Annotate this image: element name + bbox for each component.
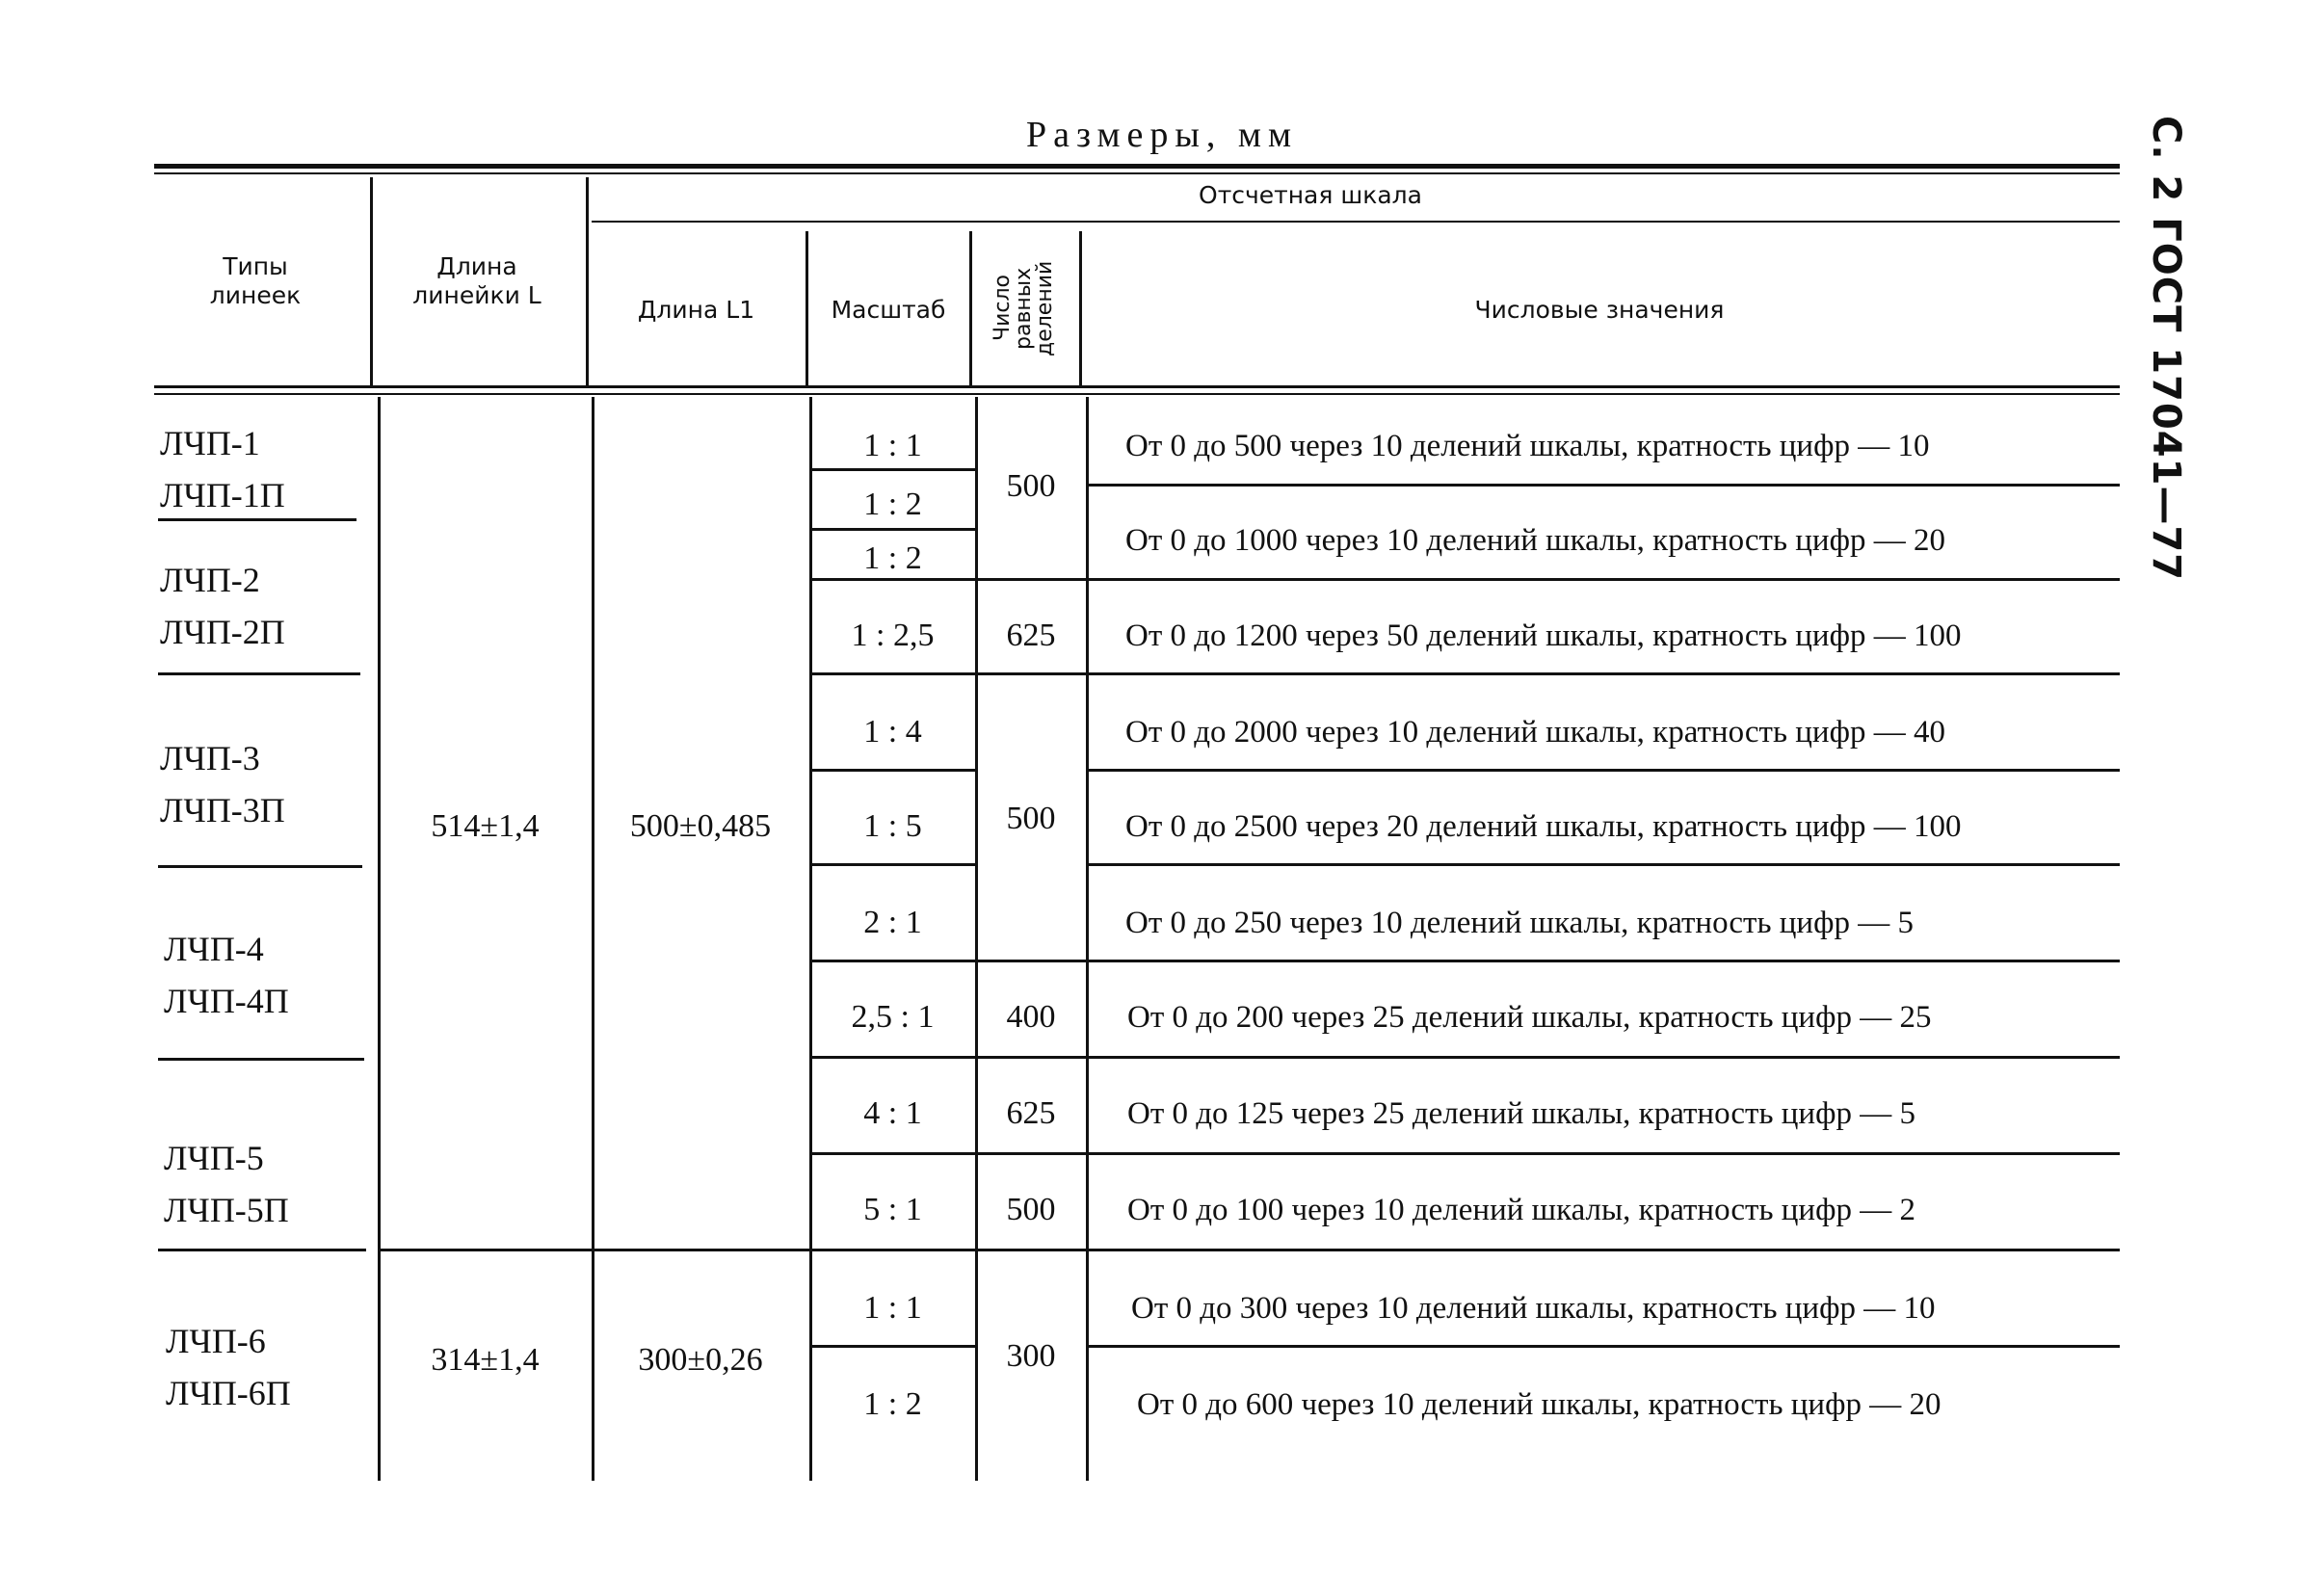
scale-value: 1 : 4	[863, 714, 922, 750]
div-sep-6	[975, 1249, 1086, 1251]
body-sep-2	[592, 397, 594, 1481]
type-name: ЛЧП-2П	[160, 613, 285, 651]
values-text: От 0 до 125 через 25 делений шкалы, кратность цифр — 5	[1127, 1096, 1915, 1131]
type-name: ЛЧП-6П	[166, 1374, 291, 1412]
values-text: От 0 до 100 через 10 делений шкалы, кратность цифр — 2	[1127, 1193, 1915, 1227]
val-sep-8	[1086, 1152, 2120, 1155]
values-text: От 0 до 2500 через 20 делений шкалы, кратность цифр — 100	[1125, 809, 1962, 844]
divisions-value: 400	[1006, 999, 1056, 1035]
body-sep-5	[1086, 397, 1089, 1481]
header-scale-group: Отсчетная шкала	[1199, 181, 1422, 209]
type-name: ЛЧП-5П	[164, 1191, 289, 1229]
length-L1-value: 500±0,485	[629, 808, 772, 844]
length-L-value: 314±1,4	[431, 1342, 540, 1378]
type-sep-3	[158, 865, 362, 868]
values-text: От 0 до 1200 через 50 делений шкалы, кратность цифр — 100	[1125, 618, 1962, 653]
scale-sep-4	[809, 672, 975, 675]
header-values: Числовые значения	[1474, 296, 1725, 324]
type-name: ЛЧП-4П	[164, 982, 289, 1020]
type-name: ЛЧП-5	[164, 1139, 264, 1177]
col-sep-5	[1079, 231, 1082, 385]
header-scale: Масштаб	[831, 296, 946, 324]
group-underline	[592, 221, 2120, 223]
scale-value: 5 : 1	[863, 1192, 922, 1227]
header-length-L: Длина линейки L	[412, 252, 541, 309]
type-sep-4	[158, 1058, 364, 1061]
scale-value: 1 : 1	[863, 1290, 922, 1326]
header-types: Типы линеек	[209, 252, 302, 309]
top-rule-thin	[154, 172, 2120, 174]
divisions-value: 500	[1006, 1192, 1056, 1227]
table-title: Размеры, мм	[1025, 115, 1298, 155]
type-sep-2	[158, 672, 360, 675]
body-sep-4	[975, 397, 978, 1481]
scale-value: 2,5 : 1	[851, 999, 935, 1035]
type-group	[160, 732, 285, 836]
val-sep-5	[1086, 863, 2120, 866]
page-header-gost: С. 2 ГОСТ 17041—77	[2144, 116, 2188, 582]
divisions-value: 500	[1006, 801, 1056, 836]
type-name: ЛЧП-3	[160, 739, 260, 777]
scale-sep-8	[809, 1056, 975, 1059]
div-sep-2	[975, 672, 1086, 675]
values-text: От 0 до 300 через 10 делений шкалы, кратность цифр — 10	[1131, 1291, 1936, 1326]
val-sep-1	[1086, 484, 2120, 487]
values-text: От 0 до 500 через 10 делений шкалы, кратность цифр — 10	[1125, 429, 1930, 463]
scale-value: 2 : 1	[863, 905, 922, 940]
type-group	[166, 1315, 291, 1419]
type-name: ЛЧП-6	[166, 1322, 266, 1360]
scale-sep-10	[809, 1249, 975, 1251]
div-sep-4	[975, 1056, 1086, 1059]
header-length-L1: Длина L1	[637, 296, 755, 324]
header-rule-thin	[154, 393, 2120, 395]
type-name: ЛЧП-4	[164, 930, 264, 968]
scale-sep-2	[809, 528, 975, 531]
type-group	[160, 554, 285, 658]
scale-value: 1 : 2	[863, 540, 922, 576]
values-text: От 0 до 600 через 10 делений шкалы, кратность цифр — 20	[1137, 1387, 1941, 1422]
values-text: От 0 до 1000 через 10 делений шкалы, кратность цифр — 20	[1125, 523, 1945, 558]
body-sep-1	[378, 397, 381, 1481]
top-rule	[154, 164, 2120, 169]
val-sep-7	[1086, 1056, 2120, 1059]
divisions-value: 500	[1006, 468, 1056, 504]
header-divisions: Число равных делений	[990, 260, 1057, 356]
type-group	[164, 1132, 289, 1236]
type-group	[164, 923, 289, 1027]
divisions-value: 300	[1006, 1338, 1056, 1374]
scale-sep-7	[809, 960, 975, 962]
scale-sep-3	[809, 578, 975, 581]
divisions-value: 625	[1006, 618, 1056, 653]
scale-sep-9	[809, 1152, 975, 1155]
values-text: От 0 до 2000 через 10 делений шкалы, кратность цифр — 40	[1125, 715, 1945, 750]
scale-value: 1 : 5	[863, 808, 922, 844]
scale-sep-1	[809, 468, 975, 471]
val-sep-9	[1086, 1249, 2120, 1251]
length-L-value: 514±1,4	[431, 808, 540, 844]
col-sep-4	[969, 231, 972, 385]
col-sep-3	[805, 231, 808, 385]
type-group	[160, 417, 285, 521]
val-sep-4	[1086, 769, 2120, 772]
val-sep-6	[1086, 960, 2120, 962]
scale-sep-6	[809, 863, 975, 866]
values-text: От 0 до 250 через 10 делений шкалы, кратность цифр — 5	[1125, 906, 1914, 940]
scale-value: 1 : 2,5	[851, 618, 935, 653]
div-sep-5	[975, 1152, 1086, 1155]
val-sep-3	[1086, 672, 2120, 675]
scale-value: 4 : 1	[863, 1095, 922, 1131]
divisions-value: 625	[1006, 1095, 1056, 1131]
div-sep-1	[975, 578, 1086, 581]
type-name: ЛЧП-2	[160, 561, 260, 599]
length-sep	[378, 1249, 809, 1251]
values-text: От 0 до 200 через 25 делений шкалы, кратность цифр — 25	[1127, 1000, 1932, 1035]
div-sep-3	[975, 960, 1086, 962]
scale-sep-11	[809, 1345, 975, 1348]
length-L1-value: 300±0,26	[638, 1342, 763, 1378]
type-name: ЛЧП-3П	[160, 791, 285, 829]
col-sep-1	[370, 177, 373, 385]
type-name: ЛЧП-1	[160, 424, 260, 462]
col-sep-2	[586, 177, 589, 385]
scale-value: 1 : 2	[863, 487, 922, 522]
scale-value: 1 : 1	[863, 428, 922, 463]
val-sep-2	[1086, 578, 2120, 581]
type-sep-5	[158, 1249, 366, 1251]
header-rule	[154, 385, 2120, 388]
scale-sep-5	[809, 769, 975, 772]
val-sep-10	[1086, 1345, 2120, 1348]
type-name: ЛЧП-1П	[160, 476, 285, 514]
scale-value: 1 : 2	[863, 1386, 922, 1422]
